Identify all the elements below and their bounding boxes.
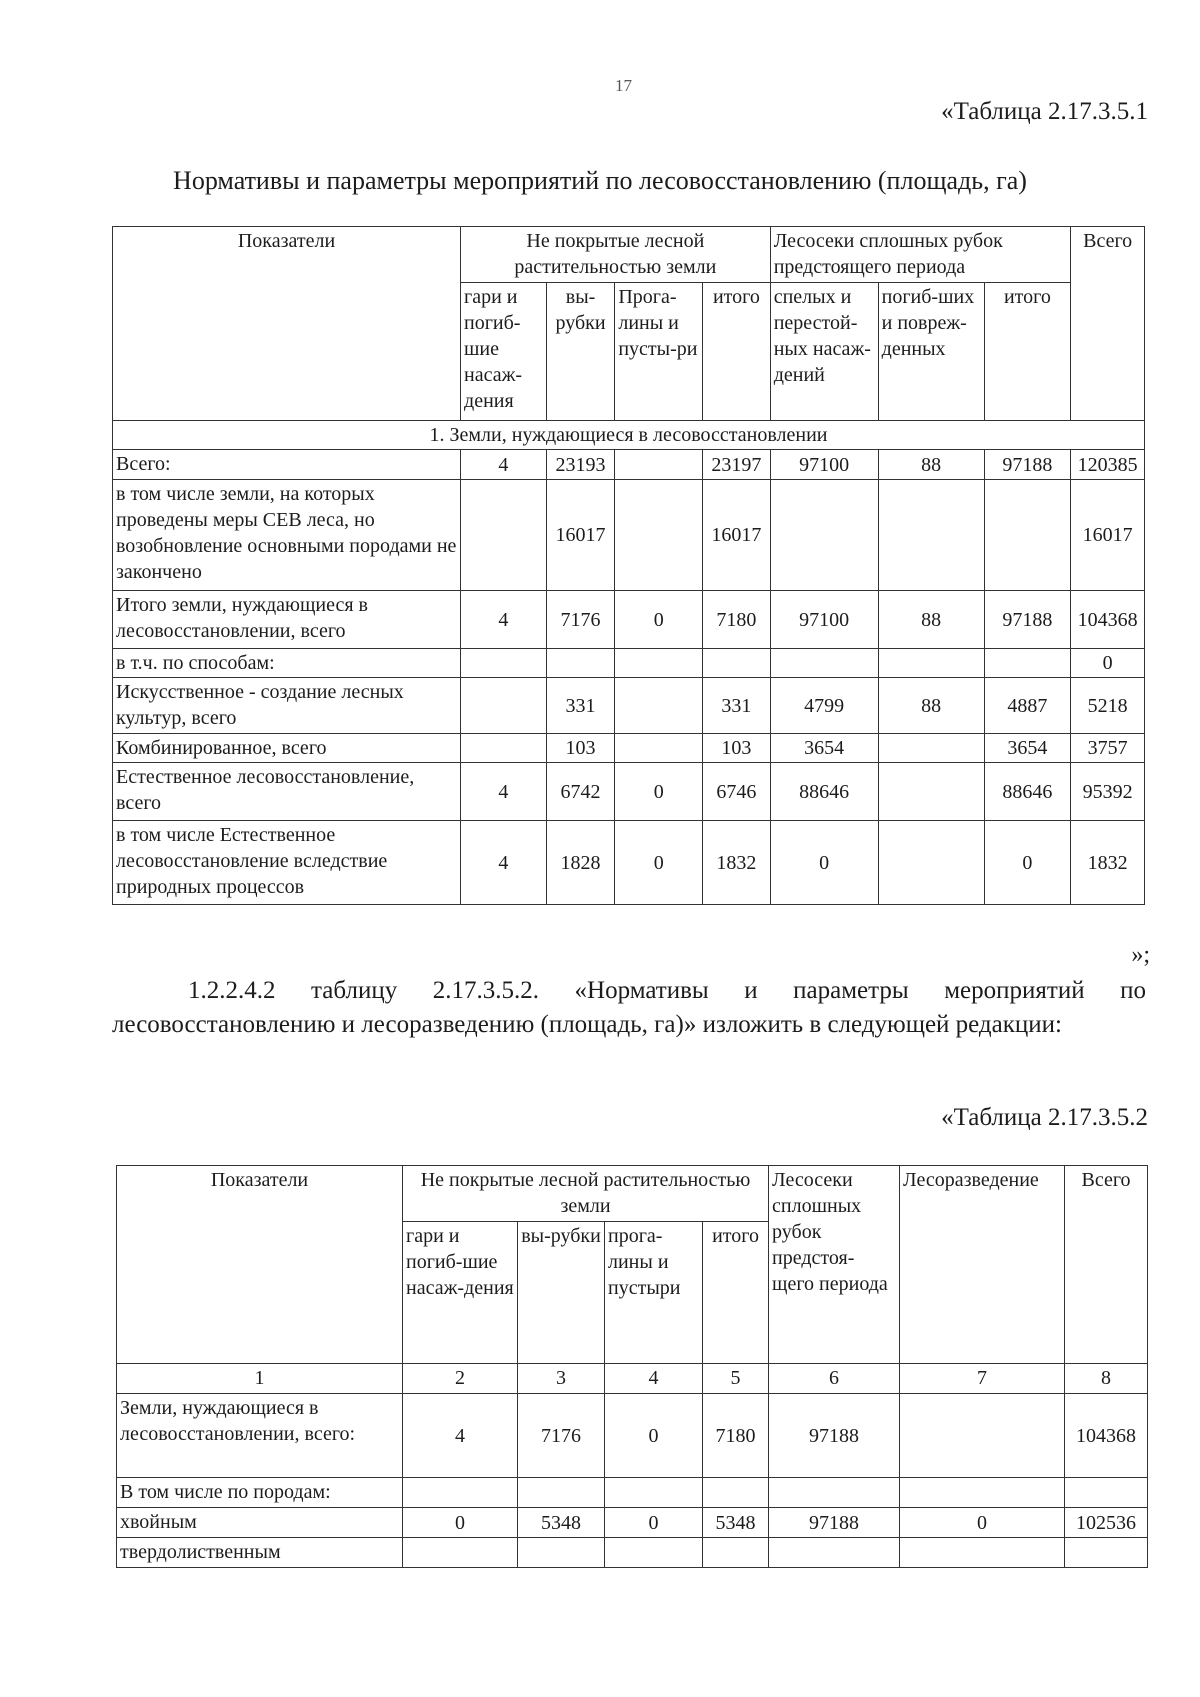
t1-row-label: в том числе земли, на которых проведены меры СЕВ леса, но возобновление основными породами не закончено <box>113 480 461 591</box>
t2-column-numbers-row <box>117 1364 1148 1394</box>
t1-cell-c2 <box>546 649 615 678</box>
t2-column-number: 6 <box>769 1364 900 1394</box>
table-row <box>113 763 1145 821</box>
t1-cell-c3 <box>615 649 703 678</box>
t2-header-burnt: гари и погиб-шие насаж-дения <box>403 1222 518 1364</box>
t1-header-subtotal-2: итого <box>984 283 1071 421</box>
table-2-label: «Таблица 2.17.3.5.2 <box>941 1104 1148 1131</box>
t2-cell-c1: 4 <box>403 1394 518 1478</box>
t2-cell-c6 <box>900 1538 1065 1568</box>
t1-cell-c7: 97188 <box>984 450 1071 480</box>
t2-header-glades: прога-лины и пустыри <box>605 1222 703 1364</box>
t2-header-subtotal: итого <box>703 1222 769 1364</box>
t1-cell-c6 <box>878 480 984 591</box>
t1-cell-c7: 88646 <box>984 763 1071 821</box>
table-row <box>117 1394 1148 1478</box>
t2-row-label: В том числе по породам: <box>117 1478 403 1508</box>
table-row <box>117 1538 1148 1568</box>
t1-row-label: в том числе Естественное лесовосстановление вследствие природных процессов <box>113 821 461 905</box>
t1-cell-c8: 95392 <box>1071 763 1145 821</box>
t1-cell-c8: 16017 <box>1071 480 1145 591</box>
t1-row-label: Итого земли, нуждающиеся в лесовосстановлении, всего <box>113 591 461 649</box>
t1-cell-c4: 23197 <box>703 450 771 480</box>
t2-column-number: 4 <box>605 1364 703 1394</box>
t1-cell-c4: 16017 <box>703 480 771 591</box>
t2-column-number: 7 <box>900 1364 1065 1394</box>
table-row <box>117 1478 1148 1508</box>
t1-cell-c4: 6746 <box>703 763 771 821</box>
table-2 <box>116 1165 1148 1568</box>
t1-header-glades: Прога-лины и пусты-ри <box>615 283 703 421</box>
t1-cell-c1 <box>461 734 547 763</box>
t1-cell-c7: 0 <box>984 821 1071 905</box>
t2-cell-c4 <box>703 1478 769 1508</box>
t2-cell-c7 <box>1065 1478 1148 1508</box>
table-row <box>113 821 1145 905</box>
t2-column-number: 2 <box>403 1364 518 1394</box>
t1-row-label: Всего: <box>113 450 461 480</box>
t1-cell-c4: 7180 <box>703 591 771 649</box>
t1-cell-c6: 88 <box>878 678 984 734</box>
t2-column-number: 8 <box>1065 1364 1148 1394</box>
t1-cell-c3 <box>615 480 703 591</box>
t1-cell-c2: 7176 <box>546 591 615 649</box>
table-row <box>117 1508 1148 1538</box>
t1-cell-c4: 1832 <box>703 821 771 905</box>
t1-cell-c8: 5218 <box>1071 678 1145 734</box>
t1-cell-c5 <box>770 480 878 591</box>
t2-cell-c6: 0 <box>900 1508 1065 1538</box>
t2-cell-c5: 97188 <box>769 1508 900 1538</box>
t1-header-burnt: гари и погиб-шие насаж-дения <box>461 283 547 421</box>
t1-cell-c3: 0 <box>615 763 703 821</box>
t2-cell-c4: 7180 <box>703 1394 769 1478</box>
table-row <box>113 649 1145 678</box>
t1-cell-c1: 4 <box>461 591 547 649</box>
t1-cell-c3 <box>615 734 703 763</box>
t1-cell-c2: 16017 <box>546 480 615 591</box>
t1-header-clearcuts: Лесосеки сплошных рубок предстоящего периода <box>770 227 1071 283</box>
table-1-label: «Таблица 2.17.3.5.1 <box>941 98 1148 125</box>
t1-row-label: Естественное лесовосстановление, всего <box>113 763 461 821</box>
page-title: Нормативы и параметры мероприятий по лесовосстановлению (площадь, га) <box>173 166 1027 195</box>
t1-cell-c8: 3757 <box>1071 734 1145 763</box>
t1-cell-c5: 97100 <box>770 591 878 649</box>
table-1 <box>112 226 1145 905</box>
t1-row-label: в т.ч. по способам: <box>113 649 461 678</box>
t1-cell-c5: 3654 <box>770 734 878 763</box>
page-number: 17 <box>615 76 632 95</box>
table-row <box>113 450 1145 480</box>
t1-cell-c8: 0 <box>1071 649 1145 678</box>
t1-header-dead: погиб-ших и повреж-денных <box>878 283 984 421</box>
t1-cell-c1: 4 <box>461 763 547 821</box>
t2-cell-c2: 5348 <box>518 1508 605 1538</box>
t2-cell-c5 <box>769 1538 900 1568</box>
t1-cell-c6 <box>878 821 984 905</box>
t2-cell-c5 <box>769 1478 900 1508</box>
t1-header-ripe: спелых и перестой-ных насаж-дений <box>770 283 878 421</box>
t2-cell-c3: 0 <box>605 1508 703 1538</box>
t1-cell-c7: 97188 <box>984 591 1071 649</box>
t2-header-cuttings: вы-рубки <box>518 1222 605 1364</box>
t2-cell-c5: 97188 <box>769 1394 900 1478</box>
t1-cell-c1 <box>461 480 547 591</box>
t2-row-label: хвойным <box>117 1508 403 1538</box>
t1-cell-c8: 120385 <box>1071 450 1145 480</box>
t1-cell-c6 <box>878 763 984 821</box>
t1-cell-c4: 103 <box>703 734 771 763</box>
t2-cell-c6 <box>900 1394 1065 1478</box>
t2-cell-c7: 102536 <box>1065 1508 1148 1538</box>
table-row <box>113 591 1145 649</box>
t2-cell-c4: 5348 <box>703 1508 769 1538</box>
t1-cell-c5 <box>770 649 878 678</box>
t1-header-non-forest: Не покрытые лесной растительностью земли <box>461 227 771 283</box>
t1-cell-c2: 23193 <box>546 450 615 480</box>
t1-cell-c7 <box>984 480 1071 591</box>
t2-row-label: Земли, нуждающиеся в лесовосстановлении, всего: <box>117 1394 403 1478</box>
t2-cell-c2 <box>518 1478 605 1508</box>
t2-header-afforestation: Лесоразведение <box>900 1166 1065 1364</box>
t1-cell-c5: 0 <box>770 821 878 905</box>
t1-cell-c2: 331 <box>546 678 615 734</box>
t2-header-clearcuts: Лесосеки сплошных рубок предстоя-щего периода <box>769 1166 900 1364</box>
t1-cell-c3: 0 <box>615 591 703 649</box>
t2-column-number: 5 <box>703 1364 769 1394</box>
t1-cell-c1: 4 <box>461 450 547 480</box>
t1-cell-c3: 0 <box>615 821 703 905</box>
t1-cell-c2: 103 <box>546 734 615 763</box>
t2-header-indicators: Показатели <box>117 1166 403 1364</box>
t1-cell-c6: 88 <box>878 591 984 649</box>
body-paragraph: 1.2.2.4.2 таблицу 2.17.3.5.2. «Нормативы и параметры мероприятий по лесовосстановлению и лесоразведению (площадь, га)» изложить в следующей редакции: <box>112 977 1146 1038</box>
t2-cell-c2: 7176 <box>518 1394 605 1478</box>
t1-header-indicators: Показатели <box>113 227 461 421</box>
table-row <box>113 678 1145 734</box>
t2-cell-c6 <box>900 1478 1065 1508</box>
t1-cell-c8: 1832 <box>1071 821 1145 905</box>
table-row <box>113 480 1145 591</box>
t2-cell-c3 <box>605 1478 703 1508</box>
t1-cell-c2: 6742 <box>546 763 615 821</box>
t2-row-label: твердолиственным <box>117 1538 403 1568</box>
t1-header-total: Всего <box>1071 227 1145 421</box>
t1-cell-c1: 4 <box>461 821 547 905</box>
t1-cell-c3 <box>615 450 703 480</box>
t2-header-total: Всего <box>1065 1166 1148 1364</box>
t2-cell-c7 <box>1065 1538 1148 1568</box>
t1-cell-c2: 1828 <box>546 821 615 905</box>
t2-cell-c7: 104368 <box>1065 1394 1148 1478</box>
t1-cell-c5: 4799 <box>770 678 878 734</box>
t2-column-number: 3 <box>518 1364 605 1394</box>
closing-quote: »; <box>1131 942 1150 968</box>
t2-cell-c1: 0 <box>403 1508 518 1538</box>
t2-cell-c2 <box>518 1538 605 1568</box>
t2-cell-c3: 0 <box>605 1394 703 1478</box>
t2-cell-c1 <box>403 1538 518 1568</box>
t1-section-heading: 1. Земли, нуждающиеся в лесовосстановлении <box>113 421 1145 450</box>
t1-header-subtotal-1: итого <box>703 283 771 421</box>
t1-header-cuttings: вы-рубки <box>546 283 615 421</box>
t1-cell-c6 <box>878 649 984 678</box>
t1-cell-c5: 88646 <box>770 763 878 821</box>
table-row <box>113 734 1145 763</box>
t1-cell-c4 <box>703 649 771 678</box>
t1-row-label: Искусственное - создание лесных культур, всего <box>113 678 461 734</box>
t2-header-non-forest: Не покрытые лесной растительностью земли <box>403 1166 769 1222</box>
t1-cell-c4: 331 <box>703 678 771 734</box>
t1-cell-c6 <box>878 734 984 763</box>
t1-cell-c8: 104368 <box>1071 591 1145 649</box>
t2-cell-c4 <box>703 1538 769 1568</box>
t1-cell-c1 <box>461 678 547 734</box>
t1-cell-c5: 97100 <box>770 450 878 480</box>
t2-cell-c1 <box>403 1478 518 1508</box>
t1-cell-c7: 3654 <box>984 734 1071 763</box>
t1-cell-c7: 4887 <box>984 678 1071 734</box>
t1-cell-c3 <box>615 678 703 734</box>
t1-cell-c7 <box>984 649 1071 678</box>
t2-column-number: 1 <box>117 1364 403 1394</box>
t2-cell-c3 <box>605 1538 703 1568</box>
t1-cell-c6: 88 <box>878 450 984 480</box>
t1-row-label: Комбинированное, всего <box>113 734 461 763</box>
t1-cell-c1 <box>461 649 547 678</box>
